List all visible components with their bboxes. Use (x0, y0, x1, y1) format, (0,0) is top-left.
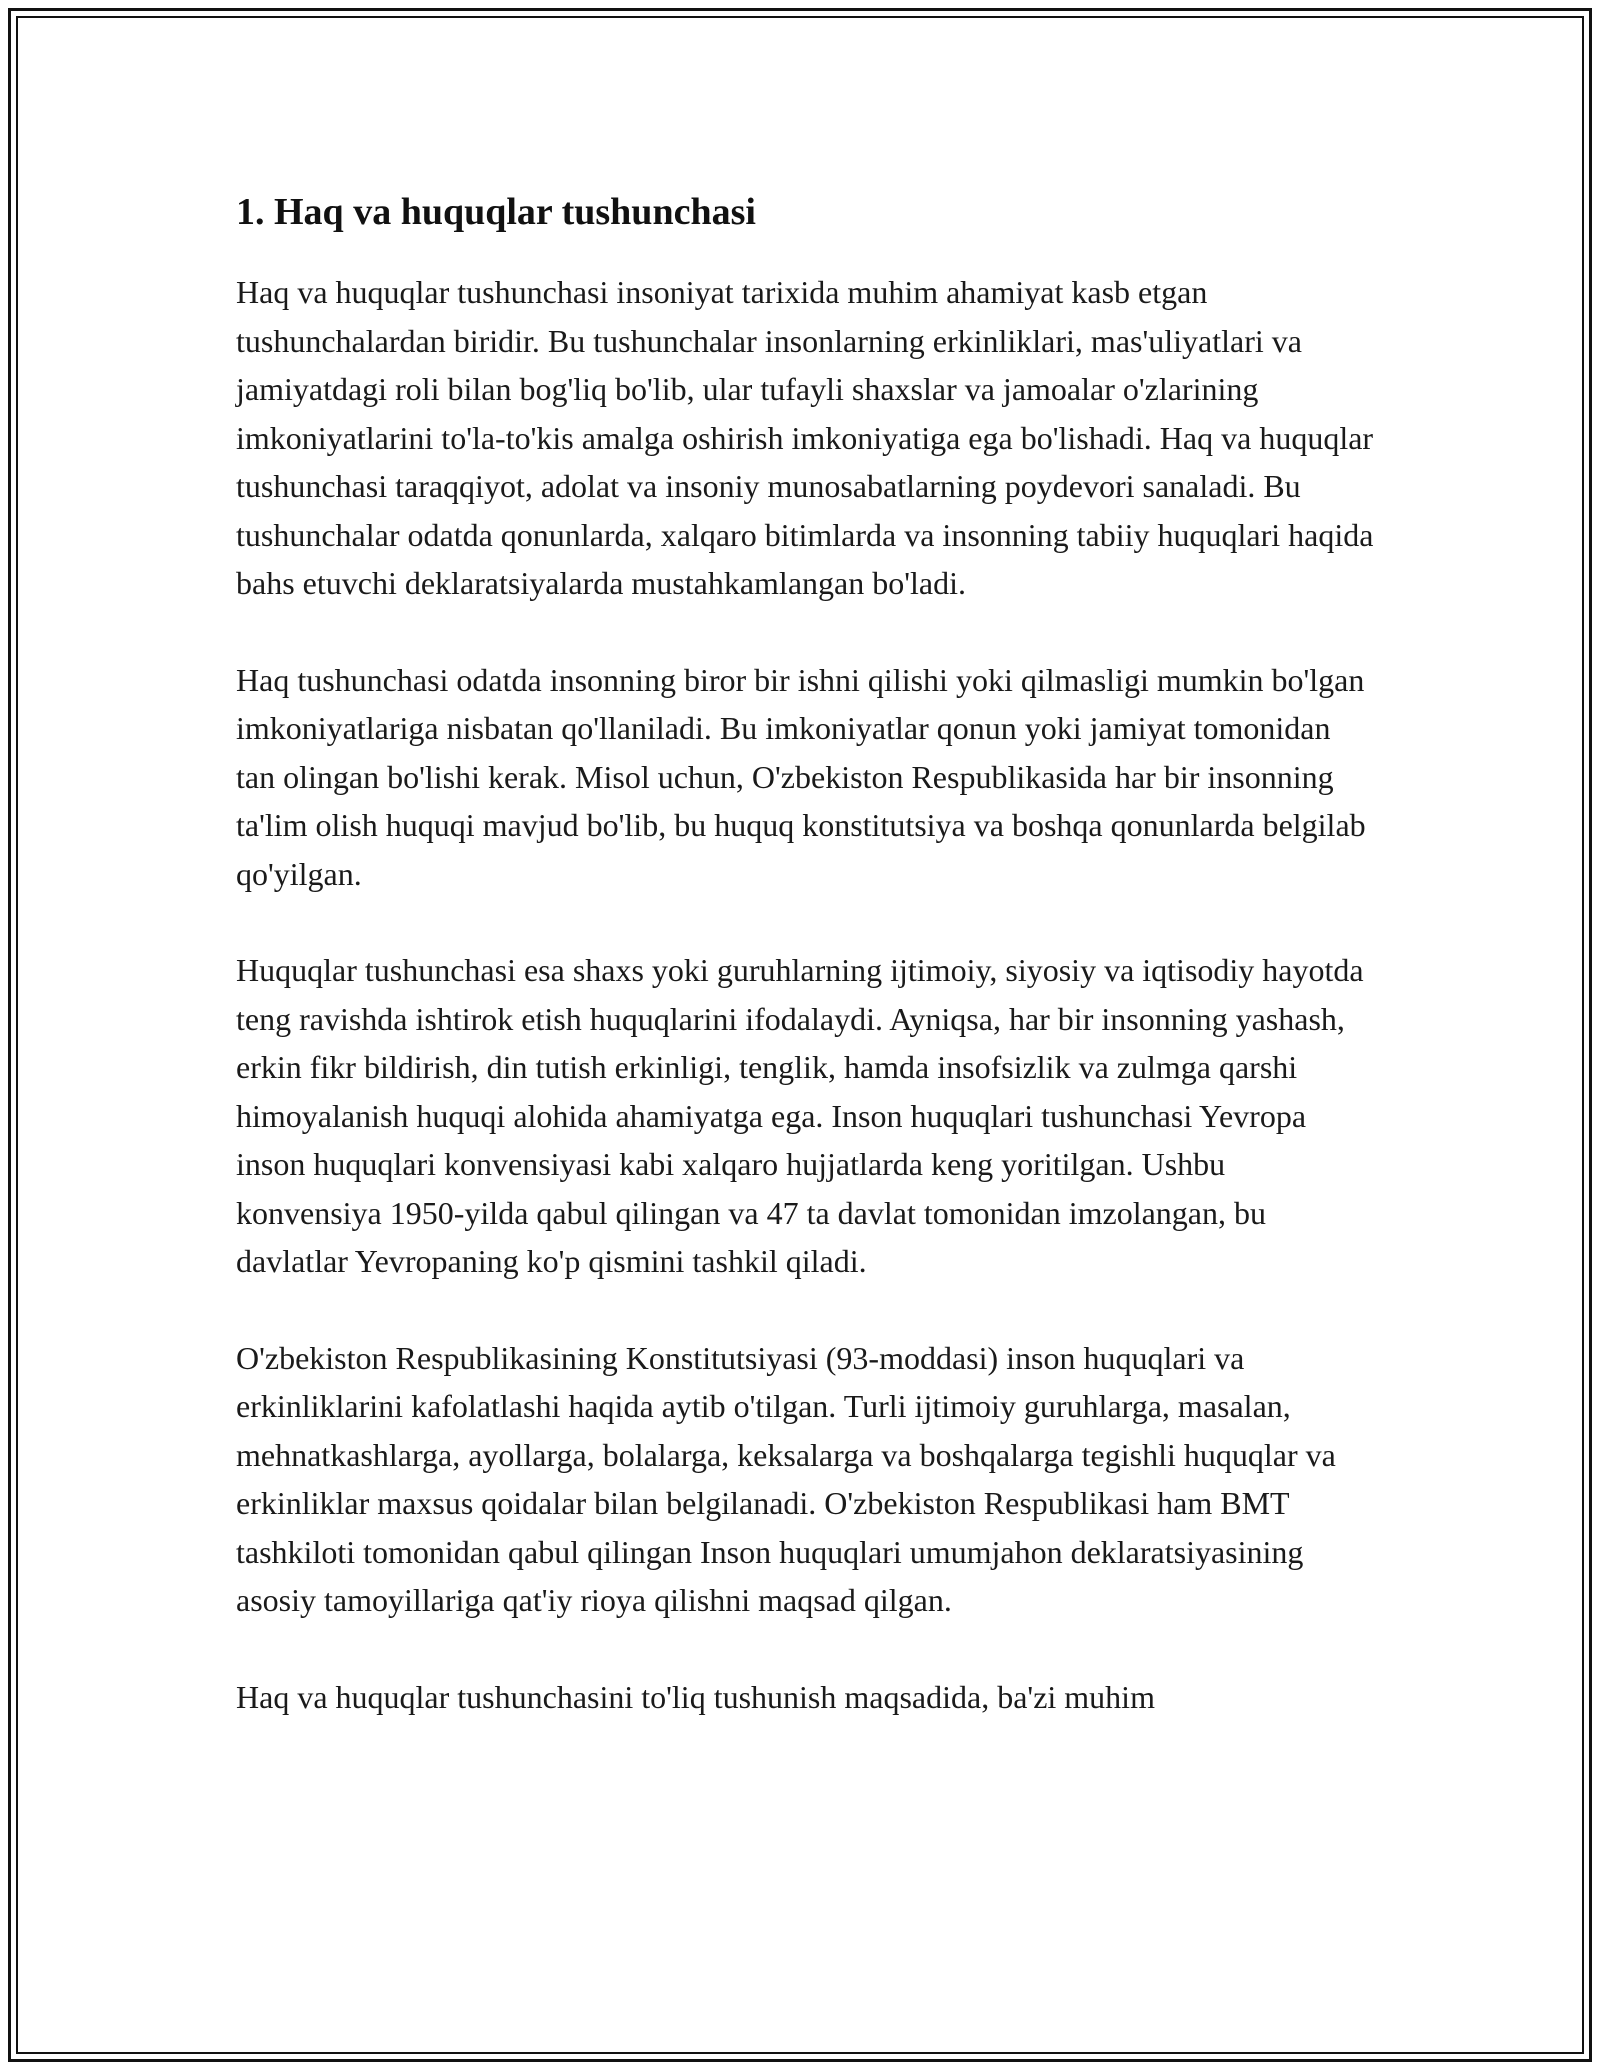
paragraph-4: O'zbekiston Respublikasining Konstitutsiyasi (93-moddasi) inson huquqlari va erkinliklarini kafolatlashi haqida aytib o'tilgan. Turli ijtimoiy guruhlarga, masalan, mehnatkashlarga, ayollarga, bolalarga, keksalarga va boshqalarga tegishli huquqlar va erkinliklar maxsus qoidalar bilan belgilanadi. O'zbekiston Respublikasi ham BMT tashkiloti tomonidan qabul qilingan Inson huquqlari umumjahon deklaratsiyasining asosiy tamoyillariga qat'iy rioya qilishni maqsad qilgan. (236, 1339, 1336, 1618)
paragraph-3: Huquqlar tushunchasi esa shaxs yoki guruhlarning ijtimoiy, siyosiy va iqtisodiy hayotda teng ravishda ishtirok etish huquqlarini ifodalaydi. Ayniqsa, har bir insonning yashash, erkin fikr bildirish, din tutish erkinligi, tenglik, hamda insofsizlik va zulmga qarshi himoyalanish huquqi alohida ahamiyatga ega. Inson huquqlari tushunchasi Yevropa inson huquqlari konvensiyasi kabi xalqaro hujjatlarda keng yoritilgan. Ushbu konvensiya 1950-yilda qabul qilingan va 47 ta davlat tomonidan imzolangan, bu davlatlar Yevropaning ko'p qismini tashkil qiladi. (236, 952, 1364, 1279)
document-body (236, 186, 1376, 1769)
paragraph-5: Haq va huquqlar tushunchasini to'liq tushunish maqsadida, ba'zi muhim (236, 1678, 1155, 1715)
section-heading: 1. Haq va huquqlar tushunchasi (236, 191, 756, 233)
paragraph-1: Haq va huquqlar tushunchasi insoniyat tarixida muhim ahamiyat kasb etgan tushunchalardan biridir. Bu tushunchalar insonlarning erkinliklari, mas'uliyatlari va jamiyatdagi roli bilan bog'liq bo'lib, ular tufayli shaxslar va jamoalar o'zlarining imkoniyatlarini to'la-to'kis amalga oshirish imkoniyatiga ega bo'lishadi. Haq va huquqlar tushunchasi taraqqiyot, adolat va insoniy munosabatlarning poydevori sanaladi. Bu tushunchalar odatda qonunlarda, xalqaro bitimlarda va insonning tabiiy huquqlari haqida bahs etuvchi deklaratsiyalarda mustahkamlangan bo'ladi. (236, 274, 1374, 601)
paragraph-2: Haq tushunchasi odatda insonning biror bir ishni qilishi yoki qilmasligi mumkin bo'lgan imkoniyatlariga nisbatan qo'llaniladi. Bu imkoniyatlar qonun yoki jamiyat tomonidan tan olingan bo'lishi kerak. Misol uchun, O'zbekiston Respublikasida har bir insonning ta'lim olish huquqi mavjud bo'lib, bu huquq konstitutsiya va boshqa qonunlarda belgilab qo'yilgan. (236, 661, 1366, 892)
